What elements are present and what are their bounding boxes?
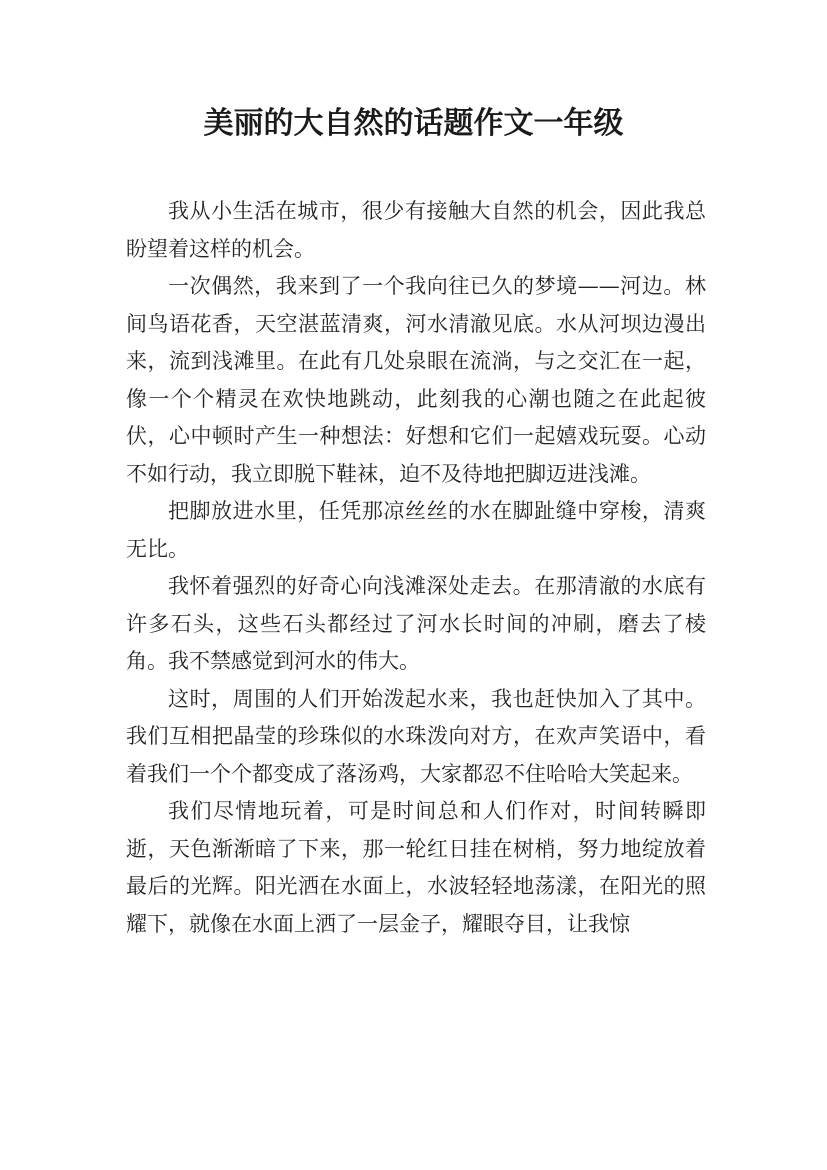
document-title: 美丽的大自然的话题作文一年级 (203, 106, 624, 141)
paragraph-3: 把脚放进水里，任凭那凉丝丝的水在脚趾缝中穿梭，清爽无比。 (126, 499, 706, 561)
paragraph-2: 一次偶然，我来到了一个我向往已久的梦境——河边。林间鸟语花香，天空湛蓝清爽，河水清澈见底。水从河坝边漫出来，流到浅滩里。在此有几处泉眼在流淌，与之交汇在一起，像一个个精灵在欢快地跳动，此刻我的心潮也随之在此起彼伏，心中顿时产生一种想法：好想和它们一起嬉戏玩耍。心动不如行动，我立即脱下鞋袜，迫不及待地把脚迈进浅滩。 (126, 274, 706, 486)
paragraph-5: 这时，周围的人们开始泼起水来，我也赶快加入了其中。我们互相把晶莹的珍珠似的水珠泼向对方，在欢声笑语中，看着我们一个个都变成了落汤鸡，大家都忍不住哈哈大笑起来。 (126, 686, 706, 786)
paragraph-4: 我怀着强烈的好奇心向浅滩深处走去。在那清澈的水底有许多石头，这些石头都经过了河水长时间的冲刷，磨去了棱角。我不禁感觉到河水的伟大。 (126, 574, 706, 673)
paragraph-1: 我从小生活在城市，很少有接触大自然的机会，因此我总盼望着这样的机会。 (126, 199, 706, 261)
paragraph-6: 我们尽情地玩着，可是时间总和人们作对，时间转瞬即逝，天色渐渐暗了下来，那一轮红日挂在树梢，努力地绽放着最后的光辉。阳光洒在水面上，水波轻轻地荡漾，在阳光的照耀下，就像在水面上洒了一层金子，耀眼夺目，让我惊 (126, 799, 706, 936)
document-body (126, 193, 706, 943)
